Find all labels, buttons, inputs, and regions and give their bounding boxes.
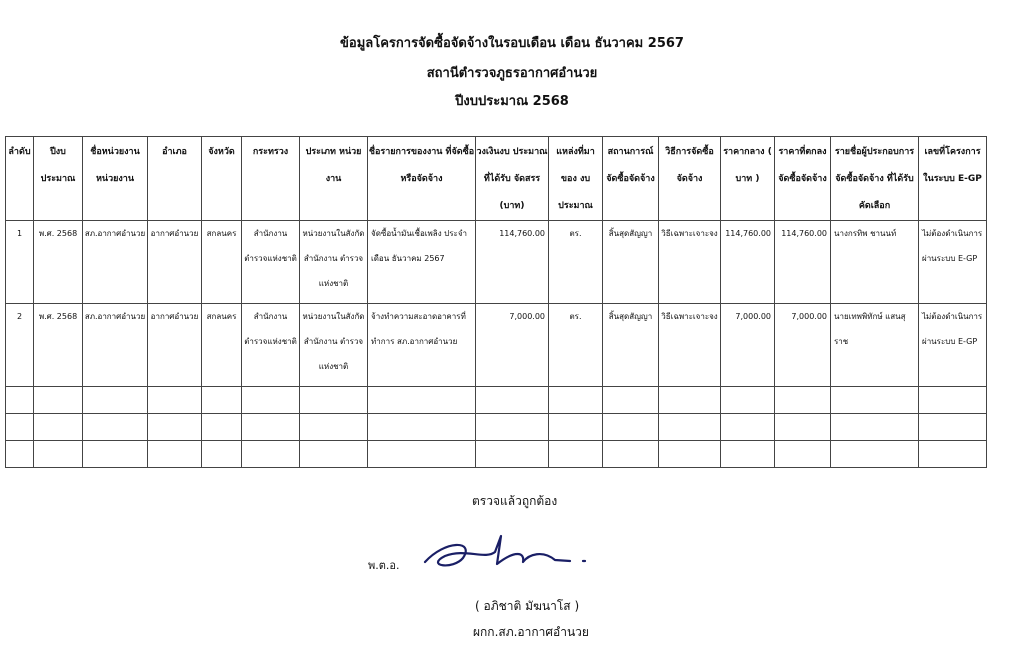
signature-icon bbox=[405, 530, 595, 580]
table-row bbox=[6, 304, 987, 387]
cell-budget: 7,000.00 bbox=[476, 304, 549, 387]
cell-source: ตร. bbox=[549, 221, 603, 304]
cell-agreed-price: 7,000.00 bbox=[775, 304, 831, 387]
station-name: สถานีตำรวจภูธรอากาศอำนวย bbox=[426, 66, 598, 81]
cell-district: อากาศอำนวย bbox=[148, 304, 202, 387]
cell-province: สกลนคร bbox=[202, 221, 242, 304]
col-header: จังหวัด bbox=[202, 137, 242, 221]
cell-agency-type: หน่วยงานในสังกัด สำนักงาน ตำรวจแห่งชาติ bbox=[300, 304, 368, 387]
cell-district: อากาศอำนวย bbox=[148, 221, 202, 304]
cell-no: 1 bbox=[6, 221, 34, 304]
cell-method: วิธีเฉพาะเจาะจง bbox=[659, 221, 721, 304]
col-header: อำเภอ bbox=[148, 137, 202, 221]
cell-ministry: สำนักงาน ตำรวจแห่งชาติ bbox=[242, 304, 300, 387]
col-header: เลขที่โครงการ ในระบบ E-GP bbox=[919, 137, 987, 221]
cell-agency-type: หน่วยงานในสังกัด สำนักงาน ตำรวจแห่งชาติ bbox=[300, 221, 368, 304]
cell-year: พ.ศ. 2568 bbox=[34, 304, 83, 387]
signer-position: ผกก.สภ.อากาศอำนวย bbox=[473, 625, 589, 639]
cell-no: 2 bbox=[6, 304, 34, 387]
col-header: ชื่อรายการของงาน ที่จัดซื้อหรือจัดจ้าง bbox=[368, 137, 476, 221]
empty-row bbox=[6, 387, 987, 414]
col-header: วงเงินงบ ประมาณที่ได้รับ จัดสรร (บาท) bbox=[476, 137, 549, 221]
col-header: ประเภท หน่วยงาน bbox=[300, 137, 368, 221]
cell-item: จ้างทำความสะอาดอาคารที่ ทำการ สภ.อากาศอำนวย bbox=[368, 304, 476, 387]
col-header: ราคาที่ตกลง จัดซื้อจัดจ้าง bbox=[775, 137, 831, 221]
empty-row bbox=[6, 414, 987, 441]
col-header: วิธีการจัดซื้อ จัดจ้าง bbox=[659, 137, 721, 221]
cell-agreed-price: 114,760.00 bbox=[775, 221, 831, 304]
col-header: ราคากลาง ( บาท ) bbox=[721, 137, 775, 221]
table-row bbox=[6, 221, 987, 304]
signer-name: ( อภิชาติ มัฆนาโส ) bbox=[475, 599, 580, 613]
col-header: กระทรวง bbox=[242, 137, 300, 221]
col-header: ปีงบ ประมาณ bbox=[34, 137, 83, 221]
col-header: รายชื่อผู้ประกอบการ จัดซื้อจัดจ้าง ที่ได้รับคัดเลือก bbox=[831, 137, 919, 221]
cell-egp: ไม่ต้องดำเนินการ ผ่านระบบ E-GP bbox=[919, 304, 987, 387]
cell-agency: สภ.อากาศอำนวย bbox=[83, 304, 148, 387]
procurement-table bbox=[5, 136, 987, 468]
col-header: ชื่อหน่วยงาน หน่วยงาน bbox=[83, 137, 148, 221]
cell-ministry: สำนักงาน ตำรวจแห่งชาติ bbox=[242, 221, 300, 304]
cell-method: วิธีเฉพาะเจาะจง bbox=[659, 304, 721, 387]
cell-vendor: นายเทพพิทักษ์ แสนสุราช bbox=[831, 304, 919, 387]
cell-status: สิ้นสุดสัญญา bbox=[603, 304, 659, 387]
cell-province: สกลนคร bbox=[202, 304, 242, 387]
verified-label: ตรวจแล้วถูกต้อง bbox=[472, 494, 558, 508]
fiscal-year: ปีงบประมาณ 2568 bbox=[455, 94, 569, 109]
cell-budget: 114,760.00 bbox=[476, 221, 549, 304]
cell-source: ตร. bbox=[549, 304, 603, 387]
cell-egp: ไม่ต้องดำเนินการ ผ่านระบบ E-GP bbox=[919, 221, 987, 304]
cell-median-price: 114,760.00 bbox=[721, 221, 775, 304]
col-header: ลำดับ bbox=[6, 137, 34, 221]
cell-year: พ.ศ. 2568 bbox=[34, 221, 83, 304]
table-header-row bbox=[6, 137, 987, 221]
doc-title: ข้อมูลโครการจัดซื้อจัดจ้างในรอบเดือน เดือน ธันวาคม 2567 bbox=[340, 36, 684, 51]
col-header: สถานการณ์ จัดซื้อจัดจ้าง bbox=[603, 137, 659, 221]
cell-median-price: 7,000.00 bbox=[721, 304, 775, 387]
cell-vendor: นางกรทิพ ชานนท์ bbox=[831, 221, 919, 304]
cell-status: สิ้นสุดสัญญา bbox=[603, 221, 659, 304]
col-header: แหล่งที่มา ของ งบประมาณ bbox=[549, 137, 603, 221]
cell-agency: สภ.อากาศอำนวย bbox=[83, 221, 148, 304]
cell-item: จัดซื้อน้ำมันเชื้อเพลิง ประจำเดือน ธันวาคม 2567 bbox=[368, 221, 476, 304]
empty-row bbox=[6, 441, 987, 468]
signer-rank: พ.ต.อ. bbox=[368, 559, 400, 572]
